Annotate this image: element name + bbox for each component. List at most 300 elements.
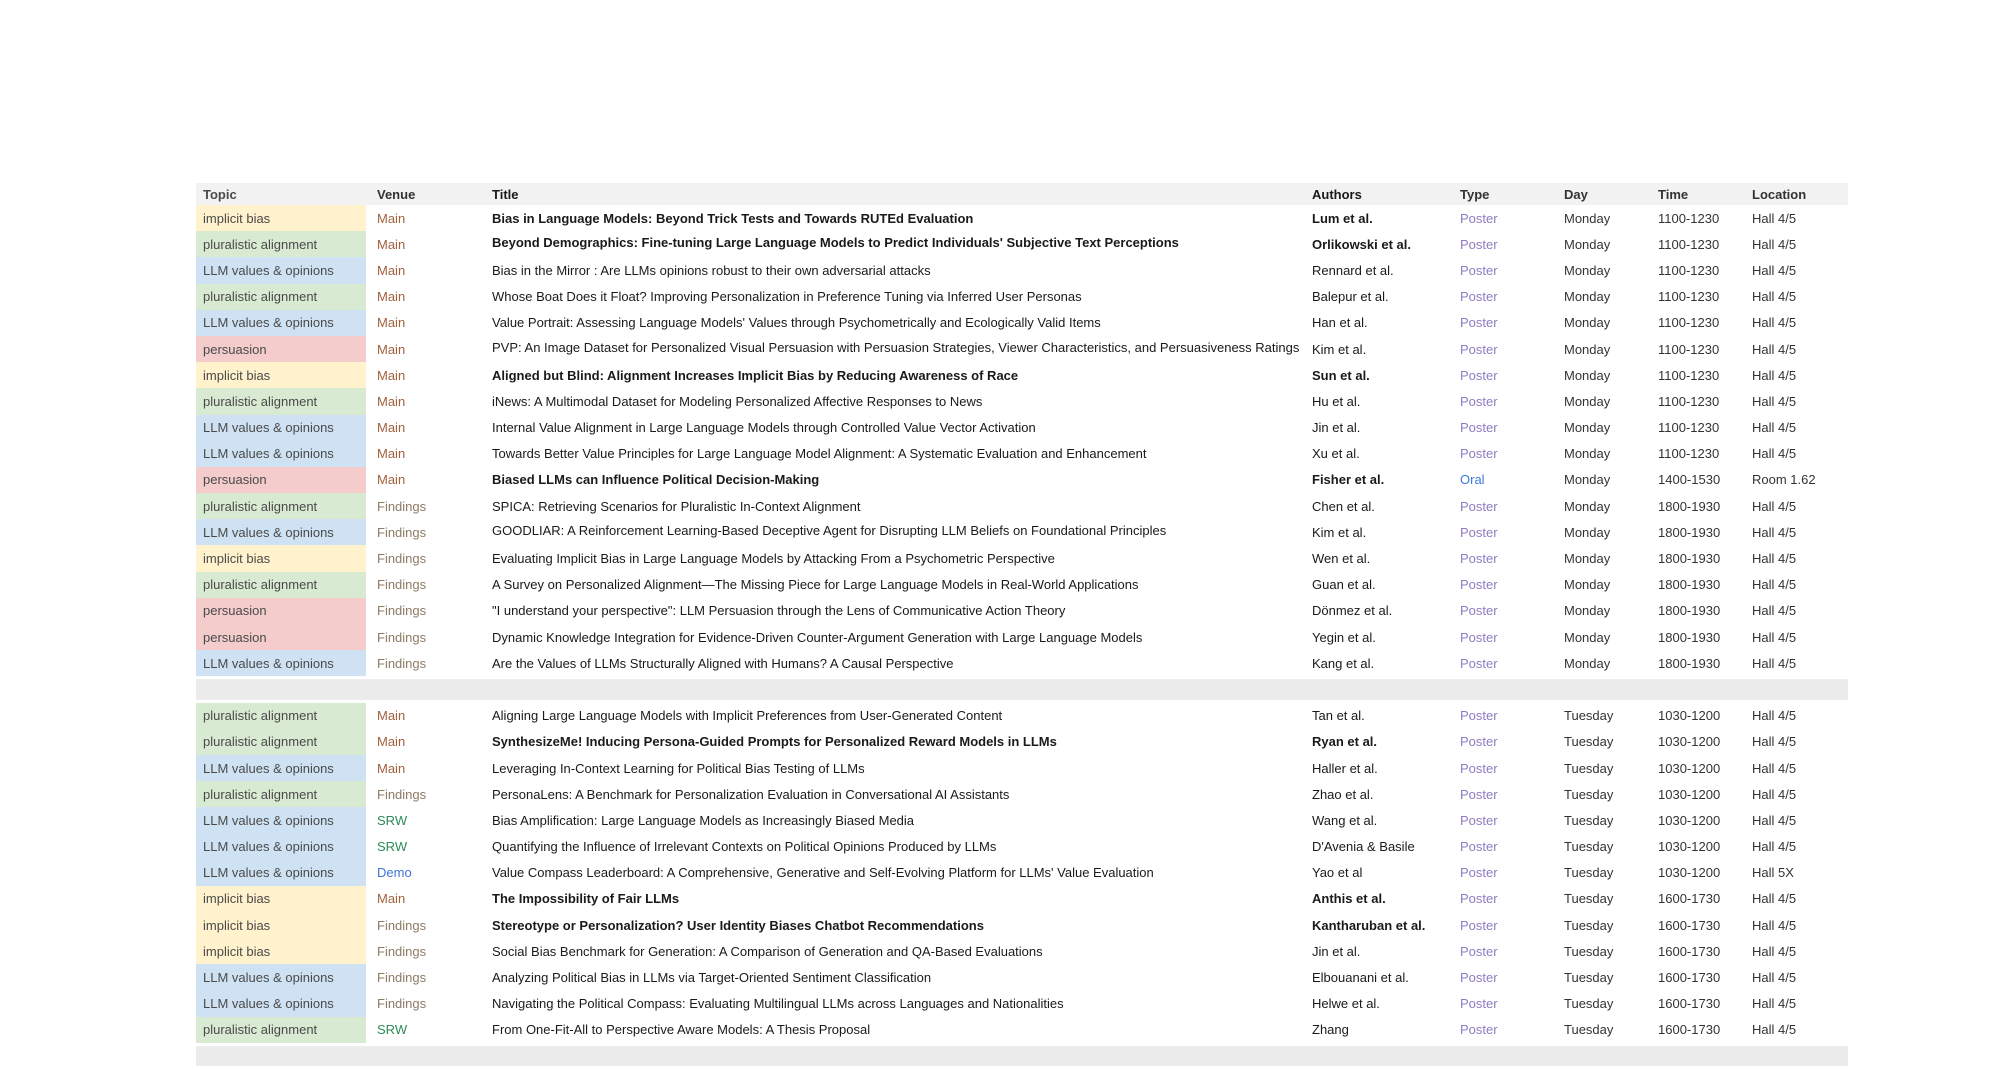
day-cell[interactable] [1556, 729, 1650, 755]
title-text: Aligning Large Language Models with Implicit Preferences from User-Generated Content [492, 708, 1003, 724]
venue-cell[interactable] [366, 834, 480, 860]
time-text: 1100-1230 [1658, 367, 1720, 383]
column-header-type[interactable] [1452, 183, 1556, 205]
location-cell[interactable] [1744, 755, 1848, 781]
title-cell[interactable] [480, 205, 1302, 231]
authors-cell[interactable] [1302, 781, 1452, 807]
time-cell[interactable] [1650, 807, 1744, 833]
table-row [196, 912, 1848, 938]
authors-cell[interactable] [1302, 807, 1452, 833]
time-cell[interactable] [1650, 598, 1744, 624]
location-text: Hall 4/5 [1752, 943, 1797, 959]
venue-cell[interactable] [366, 231, 480, 257]
time-cell[interactable] [1650, 1017, 1744, 1043]
location-text: Hall 4/5 [1752, 341, 1797, 357]
location-cell[interactable] [1744, 441, 1848, 467]
type-cell[interactable] [1452, 598, 1556, 624]
day-cell[interactable] [1556, 938, 1650, 964]
location-cell[interactable] [1744, 205, 1848, 231]
authors-cell[interactable] [1302, 1017, 1452, 1043]
title-cell[interactable] [480, 886, 1302, 912]
topic-cell[interactable] [196, 519, 366, 545]
location-cell[interactable] [1744, 284, 1848, 310]
location-cell[interactable] [1744, 310, 1848, 336]
authors-text: Yegin et al. [1312, 629, 1376, 645]
type-cell[interactable] [1452, 912, 1556, 938]
location-cell[interactable] [1744, 388, 1848, 414]
title-cell[interactable] [480, 781, 1302, 807]
topic-cell[interactable] [196, 362, 366, 388]
location-cell[interactable] [1744, 231, 1848, 257]
authors-cell[interactable] [1302, 362, 1452, 388]
topic-text: LLM values & opinions [203, 655, 334, 671]
location-cell[interactable] [1744, 991, 1848, 1017]
location-cell[interactable] [1744, 964, 1848, 990]
location-text: Hall 4/5 [1752, 891, 1797, 907]
authors-cell[interactable] [1302, 441, 1452, 467]
location-cell[interactable] [1744, 807, 1848, 833]
type-cell[interactable] [1452, 467, 1556, 493]
type-cell[interactable] [1452, 493, 1556, 519]
day-cell[interactable] [1556, 703, 1650, 729]
venue-cell[interactable] [366, 781, 480, 807]
authors-cell[interactable] [1302, 991, 1452, 1017]
type-cell[interactable] [1452, 1017, 1556, 1043]
column-header-topic[interactable] [196, 183, 366, 205]
time-cell[interactable] [1650, 336, 1744, 362]
authors-text: Sun et al. [1312, 367, 1370, 383]
day-cell[interactable] [1556, 257, 1650, 283]
time-cell[interactable] [1650, 388, 1744, 414]
topic-cell[interactable] [196, 781, 366, 807]
time-cell[interactable] [1650, 415, 1744, 441]
venue-cell[interactable] [366, 545, 480, 571]
venue-cell[interactable] [366, 624, 480, 650]
topic-text: pluralistic alignment [203, 786, 318, 802]
venue-cell[interactable] [366, 388, 480, 414]
venue-cell[interactable] [366, 415, 480, 441]
title-cell[interactable] [480, 257, 1302, 283]
authors-text: Helwe et al. [1312, 996, 1380, 1012]
location-cell[interactable] [1744, 467, 1848, 493]
day-text: Monday [1564, 367, 1611, 383]
time-cell[interactable] [1650, 284, 1744, 310]
type-cell[interactable] [1452, 231, 1556, 257]
topic-cell[interactable] [196, 755, 366, 781]
type-cell[interactable] [1452, 572, 1556, 598]
location-cell[interactable] [1744, 336, 1848, 362]
title-cell[interactable] [480, 703, 1302, 729]
topic-cell[interactable] [196, 912, 366, 938]
location-cell[interactable] [1744, 912, 1848, 938]
day-cell[interactable] [1556, 545, 1650, 571]
type-text: Poster [1460, 708, 1498, 724]
topic-cell[interactable] [196, 493, 366, 519]
topic-cell[interactable] [196, 467, 366, 493]
location-cell[interactable] [1744, 938, 1848, 964]
topic-cell[interactable] [196, 545, 366, 571]
time-cell[interactable] [1650, 886, 1744, 912]
title-cell[interactable] [480, 519, 1302, 545]
day-cell[interactable] [1556, 336, 1650, 362]
title-cell[interactable] [480, 807, 1302, 833]
day-cell[interactable] [1556, 912, 1650, 938]
time-text: 1030-1200 [1658, 839, 1721, 855]
topic-cell[interactable] [196, 284, 366, 310]
day-cell[interactable] [1556, 415, 1650, 441]
type-text: Poster [1460, 655, 1498, 671]
day-cell[interactable] [1556, 964, 1650, 990]
time-cell[interactable] [1650, 964, 1744, 990]
title-cell[interactable] [480, 991, 1302, 1017]
topic-cell[interactable] [196, 310, 366, 336]
day-cell[interactable] [1556, 231, 1650, 257]
day-cell[interactable] [1556, 284, 1650, 310]
type-cell[interactable] [1452, 205, 1556, 231]
day-cell[interactable] [1556, 1017, 1650, 1043]
venue-cell[interactable] [366, 336, 480, 362]
location-cell[interactable] [1744, 598, 1848, 624]
type-text: Poster [1460, 891, 1498, 907]
authors-cell[interactable] [1302, 703, 1452, 729]
venue-cell[interactable] [366, 257, 480, 283]
authors-cell[interactable] [1302, 729, 1452, 755]
location-cell[interactable] [1744, 572, 1848, 598]
type-cell[interactable] [1452, 781, 1556, 807]
authors-cell[interactable] [1302, 231, 1452, 257]
column-header-time[interactable] [1650, 183, 1744, 205]
day-cell[interactable] [1556, 205, 1650, 231]
title-cell[interactable] [480, 493, 1302, 519]
type-cell[interactable] [1452, 545, 1556, 571]
type-cell[interactable] [1452, 624, 1556, 650]
location-cell[interactable] [1744, 362, 1848, 388]
authors-cell[interactable] [1302, 624, 1452, 650]
time-cell[interactable] [1650, 650, 1744, 676]
topic-cell[interactable] [196, 257, 366, 283]
title-text: Quantifying the Influence of Irrelevant Contexts on Political Opinions Produced by LLMs [492, 839, 997, 855]
column-header-title[interactable] [480, 183, 1302, 205]
venue-cell[interactable] [366, 572, 480, 598]
table-row [196, 388, 1848, 414]
location-cell[interactable] [1744, 415, 1848, 441]
authors-cell[interactable] [1302, 467, 1452, 493]
time-cell[interactable] [1650, 572, 1744, 598]
day-cell[interactable] [1556, 388, 1650, 414]
authors-cell[interactable] [1302, 886, 1452, 912]
topic-cell[interactable] [196, 807, 366, 833]
location-cell[interactable] [1744, 257, 1848, 283]
type-cell[interactable] [1452, 362, 1556, 388]
authors-cell[interactable] [1302, 572, 1452, 598]
topic-cell[interactable] [196, 1017, 366, 1043]
venue-text: Main [377, 708, 406, 724]
topic-cell[interactable] [196, 650, 366, 676]
type-cell[interactable] [1452, 388, 1556, 414]
type-cell[interactable] [1452, 834, 1556, 860]
venue-cell[interactable] [366, 362, 480, 388]
authors-cell[interactable] [1302, 336, 1452, 362]
day-cell[interactable] [1556, 362, 1650, 388]
day-cell[interactable] [1556, 572, 1650, 598]
authors-cell[interactable] [1302, 284, 1452, 310]
location-cell[interactable] [1744, 781, 1848, 807]
type-cell[interactable] [1452, 519, 1556, 545]
title-cell[interactable] [480, 912, 1302, 938]
authors-cell[interactable] [1302, 598, 1452, 624]
time-cell[interactable] [1650, 545, 1744, 571]
table-row [196, 572, 1848, 598]
topic-cell[interactable] [196, 441, 366, 467]
location-cell[interactable] [1744, 650, 1848, 676]
title-cell[interactable] [480, 834, 1302, 860]
venue-cell[interactable] [366, 284, 480, 310]
topic-cell[interactable] [196, 938, 366, 964]
time-cell[interactable] [1650, 310, 1744, 336]
type-cell[interactable] [1452, 284, 1556, 310]
topic-cell[interactable] [196, 572, 366, 598]
type-text: Poster [1460, 262, 1498, 278]
venue-cell[interactable] [366, 938, 480, 964]
day-cell[interactable] [1556, 310, 1650, 336]
title-cell[interactable] [480, 336, 1302, 362]
venue-cell[interactable] [366, 519, 480, 545]
location-cell[interactable] [1744, 834, 1848, 860]
authors-cell[interactable] [1302, 205, 1452, 231]
topic-cell[interactable] [196, 860, 366, 886]
time-cell[interactable] [1650, 860, 1744, 886]
venue-cell[interactable] [366, 703, 480, 729]
title-cell[interactable] [480, 310, 1302, 336]
venue-cell[interactable] [366, 860, 480, 886]
topic-cell[interactable] [196, 834, 366, 860]
time-cell[interactable] [1650, 257, 1744, 283]
day-cell[interactable] [1556, 755, 1650, 781]
type-cell[interactable] [1452, 441, 1556, 467]
type-cell[interactable] [1452, 807, 1556, 833]
time-cell[interactable] [1650, 441, 1744, 467]
location-cell[interactable] [1744, 860, 1848, 886]
title-cell[interactable] [480, 729, 1302, 755]
venue-cell[interactable] [366, 755, 480, 781]
column-header-authors[interactable] [1302, 183, 1452, 205]
title-cell[interactable] [480, 362, 1302, 388]
location-cell[interactable] [1744, 545, 1848, 571]
authors-cell[interactable] [1302, 310, 1452, 336]
title-cell[interactable] [480, 441, 1302, 467]
venue-cell[interactable] [366, 886, 480, 912]
table-row [196, 807, 1848, 833]
venue-text: Main [377, 420, 406, 436]
authors-cell[interactable] [1302, 755, 1452, 781]
title-text: SPICA: Retrieving Scenarios for Pluralistic In-Context Alignment [492, 498, 861, 514]
venue-cell[interactable] [366, 912, 480, 938]
column-header-venue[interactable] [366, 183, 480, 205]
type-cell[interactable] [1452, 336, 1556, 362]
venue-cell[interactable] [366, 310, 480, 336]
authors-cell[interactable] [1302, 388, 1452, 414]
venue-cell[interactable] [366, 467, 480, 493]
time-cell[interactable] [1650, 781, 1744, 807]
venue-cell[interactable] [366, 991, 480, 1017]
topic-cell[interactable] [196, 964, 366, 990]
title-text: iNews: A Multimodal Dataset for Modeling Personalized Affective Responses to News [492, 393, 983, 409]
title-cell[interactable] [480, 755, 1302, 781]
column-header-location[interactable] [1744, 183, 1848, 205]
day-cell[interactable] [1556, 860, 1650, 886]
type-text: Poster [1460, 970, 1498, 986]
time-cell[interactable] [1650, 624, 1744, 650]
time-cell[interactable] [1650, 205, 1744, 231]
type-text: Poster [1460, 839, 1498, 855]
topic-cell[interactable] [196, 336, 366, 362]
day-cell[interactable] [1556, 519, 1650, 545]
topic-text: pluralistic alignment [203, 577, 318, 593]
title-cell[interactable] [480, 860, 1302, 886]
topic-cell[interactable] [196, 388, 366, 414]
type-cell[interactable] [1452, 886, 1556, 912]
type-cell[interactable] [1452, 860, 1556, 886]
type-text: Poster [1460, 446, 1498, 462]
venue-cell[interactable] [366, 1017, 480, 1043]
day-cell[interactable] [1556, 886, 1650, 912]
day-cell[interactable] [1556, 807, 1650, 833]
day-cell[interactable] [1556, 624, 1650, 650]
location-cell[interactable] [1744, 1017, 1848, 1043]
time-cell[interactable] [1650, 362, 1744, 388]
type-cell[interactable] [1452, 650, 1556, 676]
time-cell[interactable] [1650, 493, 1744, 519]
day-cell[interactable] [1556, 650, 1650, 676]
column-header-day[interactable] [1556, 183, 1650, 205]
day-cell[interactable] [1556, 467, 1650, 493]
location-cell[interactable] [1744, 886, 1848, 912]
time-cell[interactable] [1650, 703, 1744, 729]
title-cell[interactable] [480, 388, 1302, 414]
title-cell[interactable] [480, 467, 1302, 493]
type-text: Poster [1460, 812, 1498, 828]
title-cell[interactable] [480, 231, 1302, 257]
type-cell[interactable] [1452, 729, 1556, 755]
type-cell[interactable] [1452, 415, 1556, 441]
authors-cell[interactable] [1302, 912, 1452, 938]
venue-cell[interactable] [366, 964, 480, 990]
table-row [196, 336, 1848, 362]
day-text: Monday [1564, 236, 1611, 252]
time-cell[interactable] [1650, 991, 1744, 1017]
topic-cell[interactable] [196, 624, 366, 650]
time-text: 1100-1230 [1658, 289, 1720, 305]
location-cell[interactable] [1744, 493, 1848, 519]
day-cell[interactable] [1556, 991, 1650, 1017]
topic-cell[interactable] [196, 991, 366, 1017]
title-cell[interactable] [480, 938, 1302, 964]
time-cell[interactable] [1650, 912, 1744, 938]
topic-text: implicit bias [203, 551, 271, 567]
venue-cell[interactable] [366, 441, 480, 467]
topic-cell[interactable] [196, 598, 366, 624]
venue-cell[interactable] [366, 807, 480, 833]
type-text: Poster [1460, 341, 1498, 357]
time-cell[interactable] [1650, 938, 1744, 964]
topic-cell[interactable] [196, 415, 366, 441]
topic-cell[interactable] [196, 703, 366, 729]
type-cell[interactable] [1452, 703, 1556, 729]
section-separator-row [196, 1043, 1848, 1069]
venue-text: Findings [377, 996, 427, 1012]
time-cell[interactable] [1650, 755, 1744, 781]
authors-cell[interactable] [1302, 938, 1452, 964]
type-cell[interactable] [1452, 964, 1556, 990]
authors-cell[interactable] [1302, 964, 1452, 990]
authors-cell[interactable] [1302, 415, 1452, 441]
topic-cell[interactable] [196, 729, 366, 755]
venue-cell[interactable] [366, 729, 480, 755]
time-cell[interactable] [1650, 231, 1744, 257]
day-cell[interactable] [1556, 781, 1650, 807]
type-cell[interactable] [1452, 938, 1556, 964]
time-text: 1100-1230 [1658, 262, 1720, 278]
title-cell[interactable] [480, 572, 1302, 598]
type-text: Poster [1460, 524, 1498, 540]
type-cell[interactable] [1452, 991, 1556, 1017]
day-cell[interactable] [1556, 834, 1650, 860]
title-cell[interactable] [480, 624, 1302, 650]
topic-cell[interactable] [196, 231, 366, 257]
venue-cell[interactable] [366, 205, 480, 231]
topic-cell[interactable] [196, 886, 366, 912]
venue-cell[interactable] [366, 598, 480, 624]
authors-text: Zhang [1312, 1022, 1349, 1038]
authors-cell[interactable] [1302, 519, 1452, 545]
authors-cell[interactable] [1302, 493, 1452, 519]
title-cell[interactable] [480, 598, 1302, 624]
authors-cell[interactable] [1302, 545, 1452, 571]
type-cell[interactable] [1452, 257, 1556, 283]
venue-cell[interactable] [366, 650, 480, 676]
title-cell[interactable] [480, 964, 1302, 990]
authors-cell[interactable] [1302, 860, 1452, 886]
table-row [196, 415, 1848, 441]
topic-text: pluralistic alignment [203, 393, 318, 409]
location-cell[interactable] [1744, 703, 1848, 729]
day-text: Monday [1564, 446, 1611, 462]
time-cell[interactable] [1650, 467, 1744, 493]
location-cell[interactable] [1744, 729, 1848, 755]
day-cell[interactable] [1556, 598, 1650, 624]
title-cell[interactable] [480, 415, 1302, 441]
authors-cell[interactable] [1302, 834, 1452, 860]
topic-cell[interactable] [196, 205, 366, 231]
title-cell[interactable] [480, 1017, 1302, 1043]
title-cell[interactable] [480, 284, 1302, 310]
type-cell[interactable] [1452, 310, 1556, 336]
time-cell[interactable] [1650, 834, 1744, 860]
time-cell[interactable] [1650, 519, 1744, 545]
title-cell[interactable] [480, 545, 1302, 571]
day-cell[interactable] [1556, 493, 1650, 519]
type-cell[interactable] [1452, 755, 1556, 781]
authors-cell[interactable] [1302, 650, 1452, 676]
location-cell[interactable] [1744, 624, 1848, 650]
day-cell[interactable] [1556, 441, 1650, 467]
title-cell[interactable] [480, 650, 1302, 676]
time-cell[interactable] [1650, 729, 1744, 755]
authors-cell[interactable] [1302, 257, 1452, 283]
venue-cell[interactable] [366, 493, 480, 519]
table-row [196, 834, 1848, 860]
location-cell[interactable] [1744, 519, 1848, 545]
